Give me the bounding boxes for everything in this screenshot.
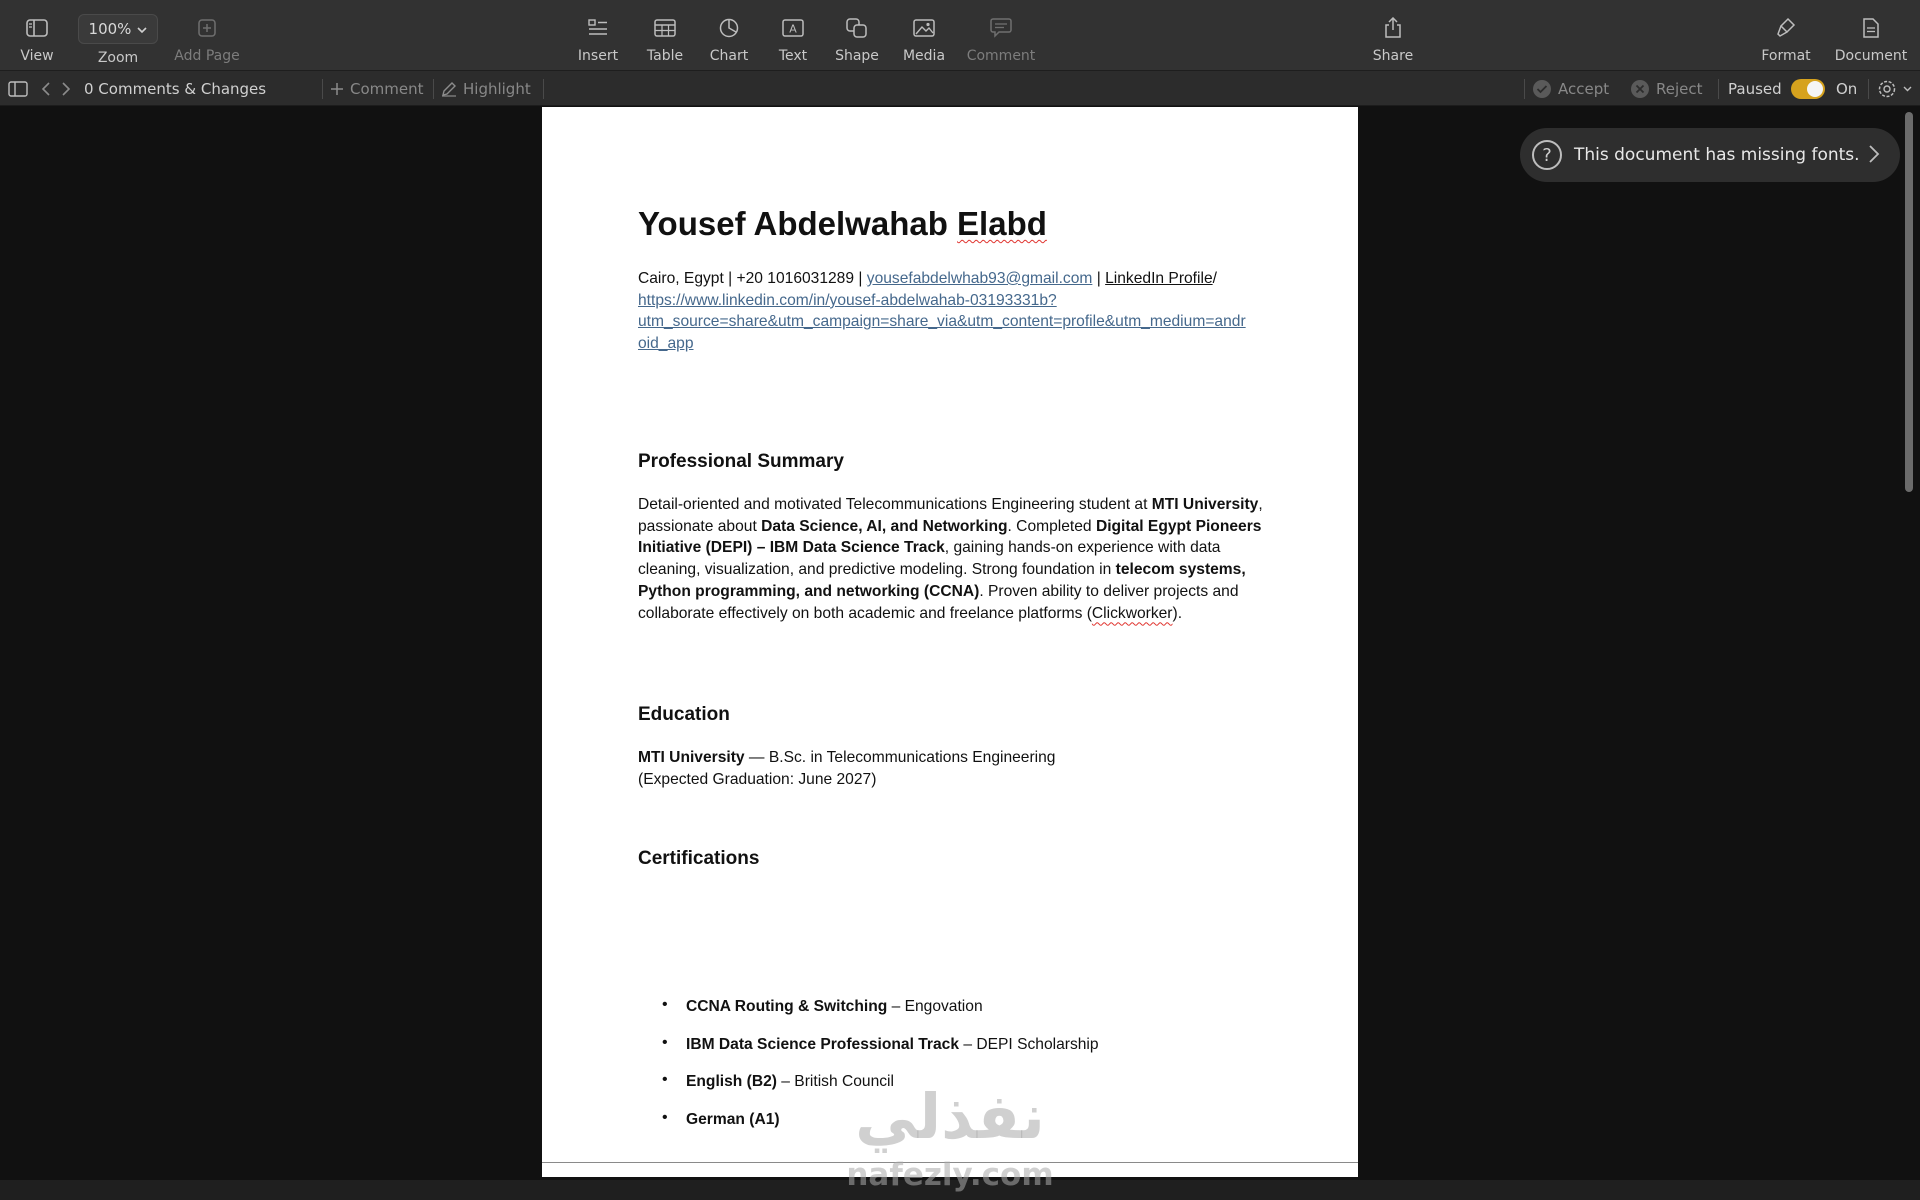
paused-label: Paused [1728,80,1782,98]
certification-title: IBM Data Science Professional Track [686,1035,960,1053]
chevron-right-icon [61,81,71,97]
add-comment-label: Comment [350,80,424,98]
certification-issuer: – Engovation [887,998,983,1015]
reject-button[interactable] [1630,71,1703,107]
education-entry [638,747,1268,790]
document-button[interactable] [1831,12,1911,64]
highlight-label: Highlight [463,80,531,98]
summary-emphasis: Digital Egypt Pioneers Initiative (DEPI) – IBM Data Science Track [638,517,1262,557]
zoom-label: Zoom [97,50,139,66]
divider [543,79,544,99]
accept-label: Accept [1558,80,1610,98]
summary-heading: Professional Summary [638,451,844,472]
summary-emphasis: Data Science, AI, and Networking [761,517,1008,535]
tracking-toggle[interactable] [1791,71,1825,107]
media-label: Media [902,48,946,64]
share-button[interactable] [1353,12,1433,64]
misspelled-word: Clickworker [1091,604,1173,622]
zoom-select[interactable] [78,14,158,44]
linkedin-url-line-1[interactable]: https://www.linkedin.com/in/yousef-abdelwahab-03193331b? [638,291,1057,309]
divider [322,79,323,99]
certification-title: CCNA Routing & Switching [686,998,888,1015]
linkedin-url-line-3[interactable]: oid_app [638,335,694,353]
watermark [820,1082,1080,1192]
add-comment-button[interactable] [330,71,424,107]
summary-text: Detail-oriented and motivated Telecommunications Engineering student at [638,496,1152,513]
linkedin-profile-link[interactable]: LinkedIn Profile [1105,270,1213,287]
contact-block [638,268,1268,355]
summary-text: , gaining hands-on experience with data cleaning, visualization, and predictive modeling. Strong foundation in [638,539,1221,579]
education-degree: — B.Sc. in Telecommunications Engineering [744,749,1056,766]
chevron-left-icon [41,81,51,97]
on-label: On [1836,80,1858,98]
shape-label: Shape [835,48,879,64]
list-item [638,996,1268,1034]
education-school: MTI University [638,749,745,766]
pencil-icon [441,81,457,97]
certifications-heading: Certifications [638,848,760,869]
document-label: Document [1834,48,1908,64]
tracking-toggle-switch[interactable] [1791,79,1825,99]
contact-separator: | [1096,270,1101,287]
resume-name [638,205,1047,243]
zoom-value: 100% [88,20,132,38]
summary-emphasis: telecom systems, Python programming, and networking (CCNA) [638,561,1246,600]
format-label: Format [1761,48,1811,64]
education-graduation: (Expected Graduation: June 2027) [638,770,877,788]
highlight-button[interactable] [441,71,531,107]
checkmark-circle-icon [1532,79,1552,99]
sidebar-toggle-button[interactable] [8,71,28,107]
sidebar-icon [8,81,28,97]
certification-issuer: – DEPI Scholarship [959,1035,1099,1053]
add-page-icon [198,12,216,44]
certification-title: German (A1) [686,1110,780,1128]
chevron-down-icon [1903,86,1912,92]
education-heading: Education [638,704,730,725]
add-page-button[interactable] [167,12,247,64]
chart-label: Chart [709,48,749,64]
comment-bubble-icon [990,12,1012,44]
linkedin-url-line-2[interactable]: utm_source=share&utm_campaign=share_via&utm_content=profile&utm_medium=andr [638,313,1246,331]
certification-issuer: – British Council [776,1073,894,1091]
name-text: Yousef Abdelwahab Elabd [638,205,1047,242]
document-page[interactable] [542,107,1358,1177]
missing-fonts-notification[interactable] [1520,128,1900,182]
review-bar [0,70,1920,106]
divider [433,79,434,99]
zoom-caption [78,50,158,66]
insert-label: Insert [577,48,619,64]
list-item [638,1034,1268,1072]
divider [1868,79,1869,99]
view-button[interactable] [0,12,77,64]
tracking-settings-button[interactable] [1877,71,1912,107]
vertical-scrollbar-thumb[interactable] [1905,112,1913,492]
view-label: View [20,48,54,64]
media-button[interactable] [884,12,964,64]
question-mark-icon: ? [1532,140,1562,170]
gear-icon [1877,79,1897,99]
chart-icon [719,12,739,44]
summary-text: . Completed [1007,517,1096,535]
summary-emphasis: MTI University [1151,496,1259,513]
accept-button[interactable] [1532,71,1609,107]
table-icon [654,12,676,44]
chevron-down-icon [137,20,147,38]
divider [1718,79,1719,99]
table-label: Table [646,48,684,64]
comment-label: Comment [966,48,1036,64]
share-icon [1384,12,1402,44]
tracking-on [1836,71,1857,107]
text-label: Text [778,48,808,64]
text-box-icon [782,12,804,44]
share-label: Share [1372,48,1414,64]
summary-paragraph [638,494,1268,624]
certification-title: English (B2) [686,1073,777,1091]
paintbrush-icon [1776,12,1796,44]
main-toolbar [0,0,1920,70]
comments-changes-label: 0 Comments & Changes [84,80,267,98]
add-page-label: Add Page [174,48,240,64]
comments-changes-count[interactable] [84,71,266,107]
plus-icon [330,82,344,96]
comment-button[interactable] [961,12,1041,64]
summary-text: ). [1172,604,1183,622]
tracking-status [1728,71,1782,107]
linkedin-slash: / [1212,270,1217,287]
misspelled-word: Elabd [957,205,1047,242]
sidebar-icon [26,12,48,44]
shape-icon [846,12,868,44]
next-change-button[interactable] [61,71,71,107]
previous-change-button[interactable] [41,71,51,107]
summary-text: . Proven ability to deliver projects and collaborate effectively on both academic and freelance platforms ( [638,582,1239,622]
insert-icon [588,12,608,44]
reject-label: Reject [1656,80,1703,98]
email-link[interactable]: yousefabdelwhab93@gmail.com [866,270,1093,287]
chevron-right-icon [1868,142,1880,166]
watermark-latin: nafezly.com [846,1157,1054,1193]
summary-text: , passionate about [638,496,1263,535]
document-icon [1863,12,1879,44]
x-circle-icon [1630,79,1650,99]
svg-text:A: A [789,22,797,36]
format-button[interactable] [1746,12,1826,64]
divider [1524,79,1525,99]
watermark-arabic: نفذلي [855,1080,1045,1153]
photo-icon [913,12,935,44]
missing-fonts-text: This document has missing fonts. [1574,145,1860,165]
contact-location-phone: Cairo, Egypt | +20 1016031289 | [638,270,863,287]
